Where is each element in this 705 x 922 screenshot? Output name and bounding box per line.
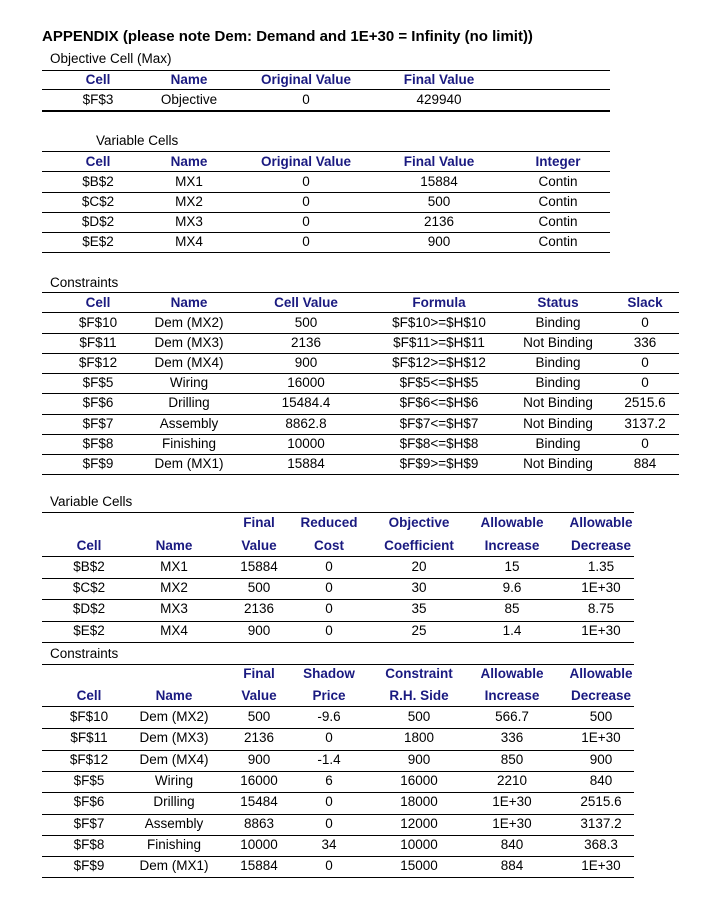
table-cell: 0 xyxy=(325,730,333,746)
table-cell: Assembly xyxy=(159,415,219,431)
table-cell: 8863 xyxy=(243,815,275,831)
table-cell: $F$6 xyxy=(82,395,114,411)
table-cell: 1E+30 xyxy=(581,622,621,638)
table-cell: 884 xyxy=(500,858,524,874)
table-cell: $B$2 xyxy=(73,559,105,574)
table-cell: 2136 xyxy=(243,601,275,617)
table-cell: 900 xyxy=(294,355,318,371)
table-cell: Objective xyxy=(160,92,218,107)
divider xyxy=(42,642,634,643)
table-cell: 1E+30 xyxy=(581,730,621,746)
table-cell: 0 xyxy=(302,174,310,189)
page-title: APPENDIX (please note Dem: Demand and 1E+30 = Infinity (no limit)) xyxy=(42,28,533,45)
table-cell: $E$2 xyxy=(82,234,114,249)
table-cell: $F$12>=$H$12 xyxy=(392,355,486,371)
table-cell: Binding xyxy=(535,315,581,330)
column-header: Name xyxy=(155,538,193,553)
table-cell: Dem (MX4) xyxy=(139,751,209,767)
column-header: Final xyxy=(243,515,275,530)
column-header: Cell xyxy=(76,688,102,703)
divider xyxy=(42,877,634,878)
table-cell: 10000 xyxy=(240,836,278,852)
table-cell: Dem (MX3) xyxy=(139,730,209,746)
column-header: Integer xyxy=(535,154,581,169)
table-cell: Not Binding xyxy=(523,335,593,351)
divider xyxy=(42,312,679,313)
column-header: Name xyxy=(170,72,208,87)
table-cell: 8862.8 xyxy=(285,415,327,431)
table-cell: $F$8 xyxy=(73,836,105,852)
table-cell: 429940 xyxy=(416,92,462,107)
table-cell: Dem (MX2) xyxy=(154,315,224,330)
table-cell: 3137.2 xyxy=(624,415,666,431)
table-cell: 566.7 xyxy=(495,709,529,724)
table-cell: 1.35 xyxy=(587,559,615,574)
table-cell: 336 xyxy=(500,730,524,746)
table-cell: 900 xyxy=(407,751,431,767)
table-cell: 2515.6 xyxy=(624,395,666,411)
table-cell: Dem (MX3) xyxy=(154,335,224,351)
table-cell: Not Binding xyxy=(523,455,593,471)
table-cell: 0 xyxy=(641,315,649,330)
table-cell: 884 xyxy=(633,455,657,471)
column-header: Decrease xyxy=(570,688,632,703)
table-cell: Contin xyxy=(538,174,578,189)
table-cell: $D$2 xyxy=(72,601,106,617)
column-header: Constraint xyxy=(385,666,453,681)
table-cell: 0 xyxy=(325,622,333,638)
table-cell: 34 xyxy=(321,836,337,852)
table-cell: $F$7<=$H$7 xyxy=(399,415,479,431)
divider xyxy=(42,706,634,707)
table-cell: 15 xyxy=(504,559,520,574)
table-cell: 0 xyxy=(325,794,333,810)
column-header: Decrease xyxy=(570,538,632,553)
table-cell: $F$7 xyxy=(73,815,105,831)
column-header: Allowable xyxy=(480,666,544,681)
table-cell: Drilling xyxy=(153,794,195,810)
table-cell: 1E+30 xyxy=(492,794,532,810)
table-cell: 0 xyxy=(641,435,649,451)
table-cell: 0 xyxy=(641,375,649,391)
table-cell: 0 xyxy=(302,92,310,107)
table-cell: 15884 xyxy=(240,858,278,874)
table-cell: Wiring xyxy=(154,772,194,788)
table-cell: Dem (MX1) xyxy=(154,455,224,471)
column-header: Status xyxy=(537,295,579,310)
table-cell: MX2 xyxy=(175,194,203,209)
table-cell: $B$2 xyxy=(82,174,114,189)
table-cell: $F$10 xyxy=(69,709,109,724)
table-cell: MX1 xyxy=(160,559,188,574)
table-cell: Not Binding xyxy=(523,415,593,431)
column-header: Allowable xyxy=(480,515,544,530)
table-cell: $F$11>=$H$11 xyxy=(393,335,485,351)
table-cell: 10000 xyxy=(287,435,325,451)
table-cell: $F$12 xyxy=(69,751,109,767)
table-cell: 16000 xyxy=(287,375,325,391)
table-cell: 30 xyxy=(411,580,427,596)
table-cell: 850 xyxy=(500,751,524,767)
column-header: Cell xyxy=(85,72,111,87)
table-cell: 15884 xyxy=(240,559,278,574)
column-header: Original Value xyxy=(260,72,352,87)
table-cell: 2515.6 xyxy=(580,794,622,810)
table-cell: 840 xyxy=(500,836,524,852)
table-cell: 1.4 xyxy=(502,622,522,638)
table-cell: 500 xyxy=(247,580,271,596)
column-header: Name xyxy=(170,295,208,310)
column-header: Cell Value xyxy=(274,295,338,310)
divider xyxy=(42,111,610,112)
table-cell: MX4 xyxy=(160,622,188,638)
table-cell: $C$2 xyxy=(81,194,115,209)
column-header: Allowable xyxy=(569,666,633,681)
column-header: Value xyxy=(241,538,277,553)
column-header: Formula xyxy=(412,295,466,310)
sens-variables-caption: Variable Cells xyxy=(50,494,133,509)
table-cell: 1E+30 xyxy=(492,815,532,831)
table-cell: $F$10 xyxy=(78,315,118,330)
table-cell: Not Binding xyxy=(523,395,593,411)
table-cell: $F$9>=$H$9 xyxy=(399,455,479,471)
table-cell: $E$2 xyxy=(73,622,105,638)
table-cell: Binding xyxy=(535,435,581,451)
table-cell: Wiring xyxy=(169,375,209,391)
column-header: Shadow xyxy=(303,666,355,681)
column-header: Objective xyxy=(388,515,450,530)
table-cell: Contin xyxy=(538,194,578,209)
table-cell: -9.6 xyxy=(317,709,341,724)
table-cell: 2136 xyxy=(290,335,322,351)
table-cell: Contin xyxy=(538,214,578,229)
column-header: Value xyxy=(241,688,277,703)
table-cell: 0 xyxy=(302,214,310,229)
column-header: Allowable xyxy=(569,515,633,530)
table-cell: 1800 xyxy=(403,730,435,746)
table-cell: 9.6 xyxy=(502,580,522,596)
column-header: R.H. Side xyxy=(389,688,449,703)
table-cell: 25 xyxy=(411,622,427,638)
column-header: Price xyxy=(312,688,346,703)
column-header: Final Value xyxy=(403,154,475,169)
column-header: Reduced xyxy=(300,515,358,530)
divider xyxy=(42,474,679,475)
table-cell: Contin xyxy=(538,234,578,249)
table-cell: 336 xyxy=(633,335,657,351)
table-cell: Drilling xyxy=(168,395,210,411)
table-cell: 15484 xyxy=(240,794,278,810)
table-cell: $F$3 xyxy=(82,92,114,107)
table-cell: 2210 xyxy=(496,772,528,788)
table-cell: Finishing xyxy=(146,836,202,852)
table-cell: 15884 xyxy=(287,455,325,471)
column-header: Cell xyxy=(76,538,102,553)
column-header: Cell xyxy=(85,154,111,169)
table-cell: 2136 xyxy=(243,730,275,746)
table-cell: 15484.4 xyxy=(281,395,331,411)
table-cell: 0 xyxy=(325,815,333,831)
table-cell: $F$9 xyxy=(82,455,114,471)
table-cell: -1.4 xyxy=(317,751,341,767)
table-cell: 0 xyxy=(325,580,333,596)
table-cell: Dem (MX1) xyxy=(139,858,209,874)
column-header: Final xyxy=(243,666,275,681)
sens-constraints-caption: Constraints xyxy=(50,646,119,661)
table-cell: $F$6 xyxy=(73,794,105,810)
table-cell: Dem (MX2) xyxy=(139,709,209,724)
table-cell: 1E+30 xyxy=(581,580,621,596)
table-cell: Assembly xyxy=(144,815,204,831)
table-cell: 2136 xyxy=(423,214,455,229)
table-cell: 0 xyxy=(302,234,310,249)
table-cell: $F$11 xyxy=(79,335,117,351)
column-header: Cost xyxy=(314,538,344,553)
table-cell: 15000 xyxy=(400,858,438,874)
objective-caption: Objective Cell (Max) xyxy=(50,51,172,66)
table-cell: 500 xyxy=(247,709,271,724)
table-cell: $F$8<=$H$8 xyxy=(399,435,479,451)
divider xyxy=(42,252,610,253)
column-header: Final Value xyxy=(403,72,475,87)
table-cell: Dem (MX4) xyxy=(154,355,224,371)
divider xyxy=(42,171,610,172)
column-header: Increase xyxy=(484,688,540,703)
table-cell: 840 xyxy=(589,772,613,788)
divider xyxy=(42,89,610,90)
table-cell: MX3 xyxy=(175,214,203,229)
table-cell: 900 xyxy=(247,622,271,638)
divider xyxy=(42,556,634,557)
column-header: Coefficient xyxy=(384,538,454,553)
table-cell: $F$11 xyxy=(70,730,108,746)
table-cell: 1E+30 xyxy=(581,858,621,874)
column-header: Slack xyxy=(627,295,663,310)
table-cell: $F$7 xyxy=(82,415,114,431)
table-cell: 0 xyxy=(325,601,333,617)
table-cell: MX3 xyxy=(160,601,188,617)
table-cell: $F$5<=$H$5 xyxy=(399,375,479,391)
table-cell: $F$5 xyxy=(82,375,114,391)
table-cell: 85 xyxy=(504,601,520,617)
column-header: Increase xyxy=(484,538,540,553)
column-header: Name xyxy=(155,688,193,703)
table-cell: 500 xyxy=(294,315,318,330)
table-cell: 6 xyxy=(325,772,333,788)
table-cell: 500 xyxy=(589,709,613,724)
table-cell: $F$10>=$H$10 xyxy=(392,315,486,330)
table-cell: 8.75 xyxy=(587,601,615,617)
table-cell: 0 xyxy=(325,559,333,574)
table-cell: 35 xyxy=(411,601,427,617)
table-cell: 900 xyxy=(427,234,451,249)
variables-caption: Variable Cells xyxy=(96,133,179,148)
table-cell: 3137.2 xyxy=(580,815,622,831)
constraints-caption: Constraints xyxy=(50,275,119,290)
table-cell: 18000 xyxy=(400,794,438,810)
table-cell: MX2 xyxy=(160,580,188,596)
table-cell: 368.3 xyxy=(584,836,618,852)
table-cell: 0 xyxy=(641,355,649,371)
table-cell: 20 xyxy=(411,559,427,574)
table-cell: 16000 xyxy=(240,772,278,788)
table-cell: 12000 xyxy=(400,815,438,831)
table-cell: Binding xyxy=(535,375,581,391)
table-cell: 15884 xyxy=(420,174,458,189)
table-cell: 900 xyxy=(247,751,271,767)
column-header: Name xyxy=(170,154,208,169)
table-cell: $D$2 xyxy=(81,214,115,229)
table-cell: $F$9 xyxy=(73,858,105,874)
table-cell: 900 xyxy=(589,751,613,767)
table-cell: 500 xyxy=(407,709,431,724)
table-cell: 0 xyxy=(302,194,310,209)
column-header: Cell xyxy=(85,295,111,310)
table-cell: MX4 xyxy=(175,234,203,249)
table-cell: $C$2 xyxy=(72,580,106,596)
table-cell: $F$8 xyxy=(82,435,114,451)
table-cell: 0 xyxy=(325,858,333,874)
table-cell: MX1 xyxy=(175,174,203,189)
table-cell: 10000 xyxy=(400,836,438,852)
table-cell: 500 xyxy=(427,194,451,209)
table-cell: $F$12 xyxy=(78,355,118,371)
table-cell: Binding xyxy=(535,355,581,371)
column-header: Original Value xyxy=(260,154,352,169)
table-cell: Finishing xyxy=(161,435,217,451)
table-cell: 16000 xyxy=(400,772,438,788)
table-cell: $F$5 xyxy=(73,772,105,788)
table-cell: $F$6<=$H$6 xyxy=(399,395,479,411)
